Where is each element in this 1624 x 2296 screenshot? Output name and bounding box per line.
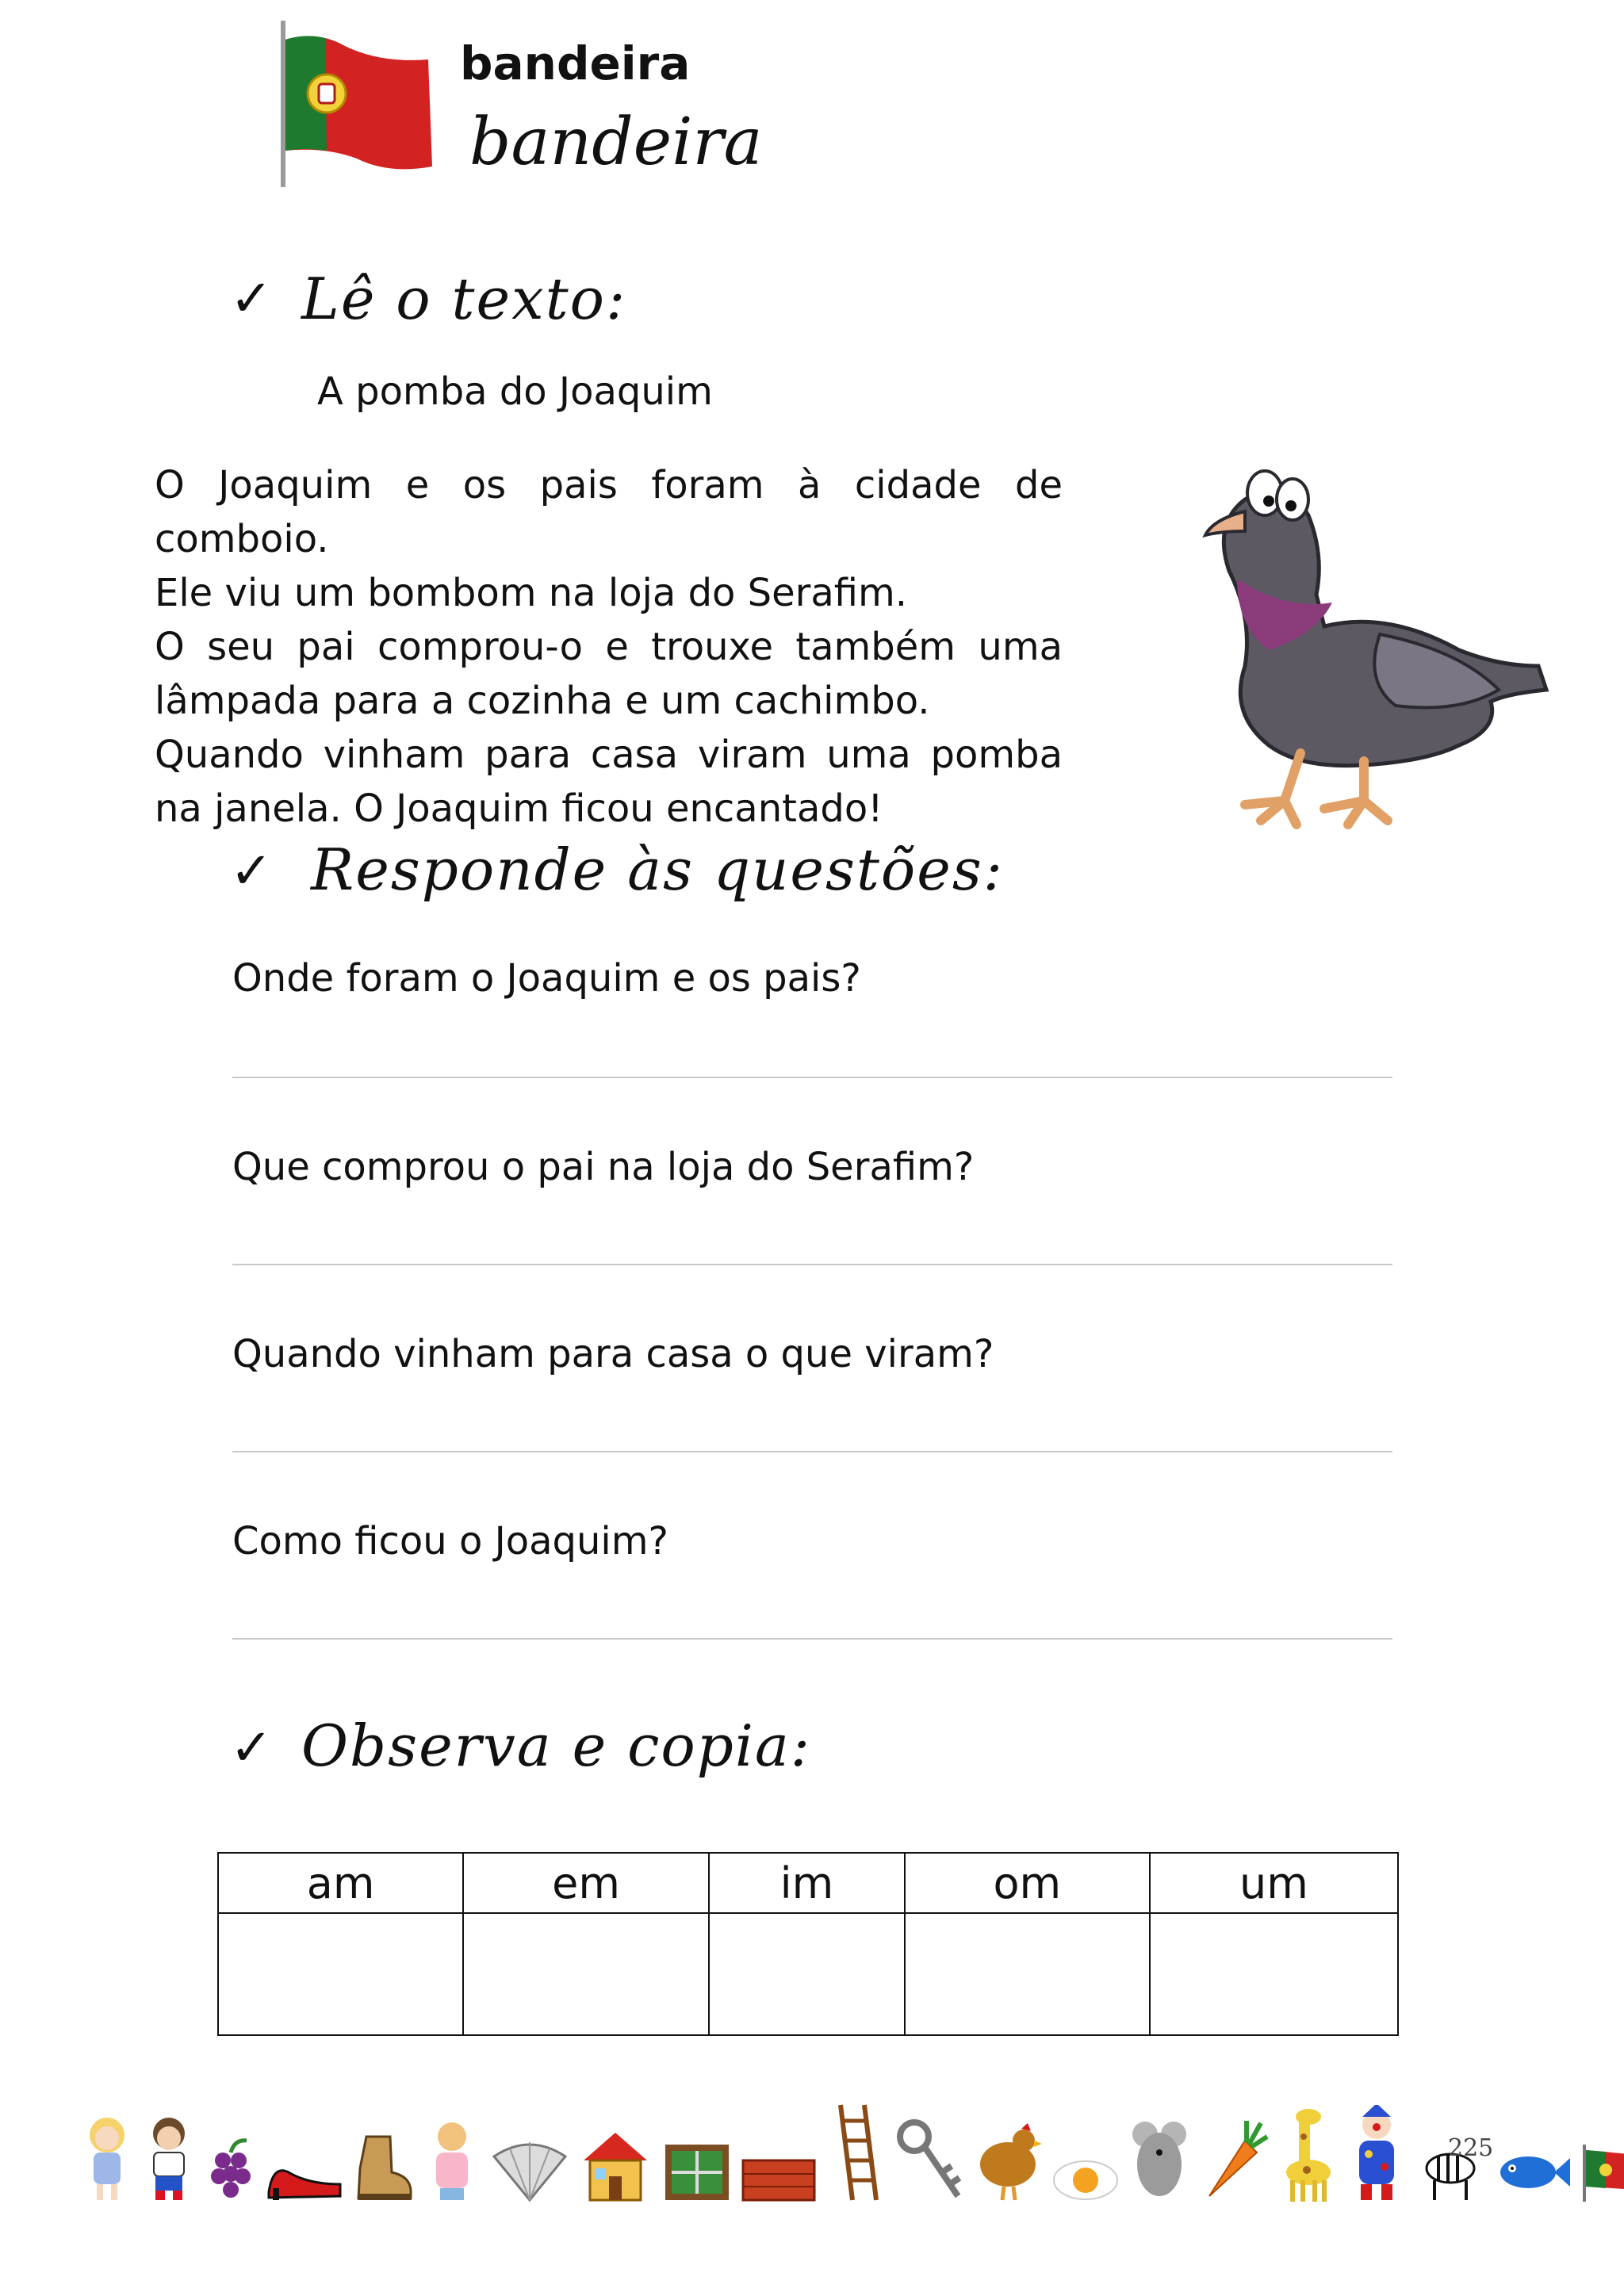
ladder-icon [825, 2101, 888, 2204]
header-flag [270, 16, 444, 190]
question-3: Quando vinham para casa o que viram? [232, 1332, 994, 1376]
egg-icon [1050, 2149, 1121, 2204]
check-icon: ✓ [230, 270, 273, 328]
answer-line-1[interactable] [232, 1077, 1392, 1078]
pigeon-illustration [1126, 428, 1554, 832]
copy-header-cell: em [463, 1853, 709, 1913]
copy-write-cell[interactable] [1150, 1913, 1398, 2035]
question-2: Que comprou o pai na loja do Serafim? [232, 1145, 975, 1189]
copy-header-cell: um [1150, 1853, 1398, 1913]
question-1: Onde foram o Joaquim e os pais? [232, 956, 861, 1001]
mouse-icon [1128, 2117, 1191, 2204]
question-4: Como ficou o Joaquim? [232, 1519, 668, 1563]
copy-write-cell[interactable] [905, 1913, 1150, 2035]
read-heading: Lê o texto: [301, 266, 627, 332]
check-icon: ✓ [230, 1719, 273, 1777]
house-icon [576, 2125, 655, 2204]
boot-icon [350, 2129, 414, 2204]
check-icon: ✓ [230, 842, 273, 901]
header-word-print: bandeira [460, 36, 691, 90]
grapes-icon [203, 2133, 259, 2204]
copy-write-cell[interactable] [709, 1913, 905, 2035]
fish-icon [1492, 2141, 1572, 2204]
story-line: O seu pai comprou-o e trouxe também uma lâmpada para a cozinha e um cachimbo. [155, 625, 1063, 723]
giraffe-icon [1275, 2105, 1339, 2204]
children-icon [420, 2117, 484, 2204]
girl-icon [79, 2113, 135, 2204]
copy-write-cell[interactable] [218, 1913, 463, 2035]
hen-icon [972, 2117, 1044, 2204]
portugal-flag-icon [270, 16, 444, 190]
carrot-icon [1197, 2117, 1269, 2204]
story-line: Quando vinham para casa viram uma pomba na janela. O Joaquim ficou encantado! [155, 733, 1063, 831]
story-line: O Joaquim e os pais foram à cidade de comboio. [155, 463, 1063, 561]
copy-heading: Observa e copia: [301, 1712, 812, 1779]
answer-heading: Responde às questões: [311, 836, 1005, 903]
copy-write-cell[interactable] [463, 1913, 709, 2035]
shoe-icon [265, 2149, 344, 2204]
story-title: A pomba do Joaquim [317, 369, 713, 414]
key-icon [894, 2117, 966, 2204]
window-icon [661, 2141, 733, 2204]
boy-icon [141, 2113, 197, 2204]
answer-line-3[interactable] [232, 1451, 1392, 1452]
copy-header-cell: am [218, 1853, 463, 1913]
copy-table [217, 1852, 1399, 2036]
copy-header-cell: om [905, 1853, 1150, 1913]
portugal-flag-icon [1578, 2141, 1624, 2204]
clown-icon [1345, 2105, 1408, 2204]
picture-strip [79, 2101, 1494, 2204]
header-word-cursive: bandeira [469, 105, 763, 180]
wall-icon [739, 2149, 818, 2204]
answer-line-4[interactable] [232, 1638, 1392, 1640]
copy-header-cell: im [709, 1853, 905, 1913]
page-number: 225 [1448, 2134, 1494, 2162]
story-line: Ele viu um bombom na loja do Serafim. [155, 571, 908, 615]
answer-line-2[interactable] [232, 1264, 1392, 1265]
fan-icon [490, 2133, 569, 2204]
story-text [155, 458, 1063, 836]
